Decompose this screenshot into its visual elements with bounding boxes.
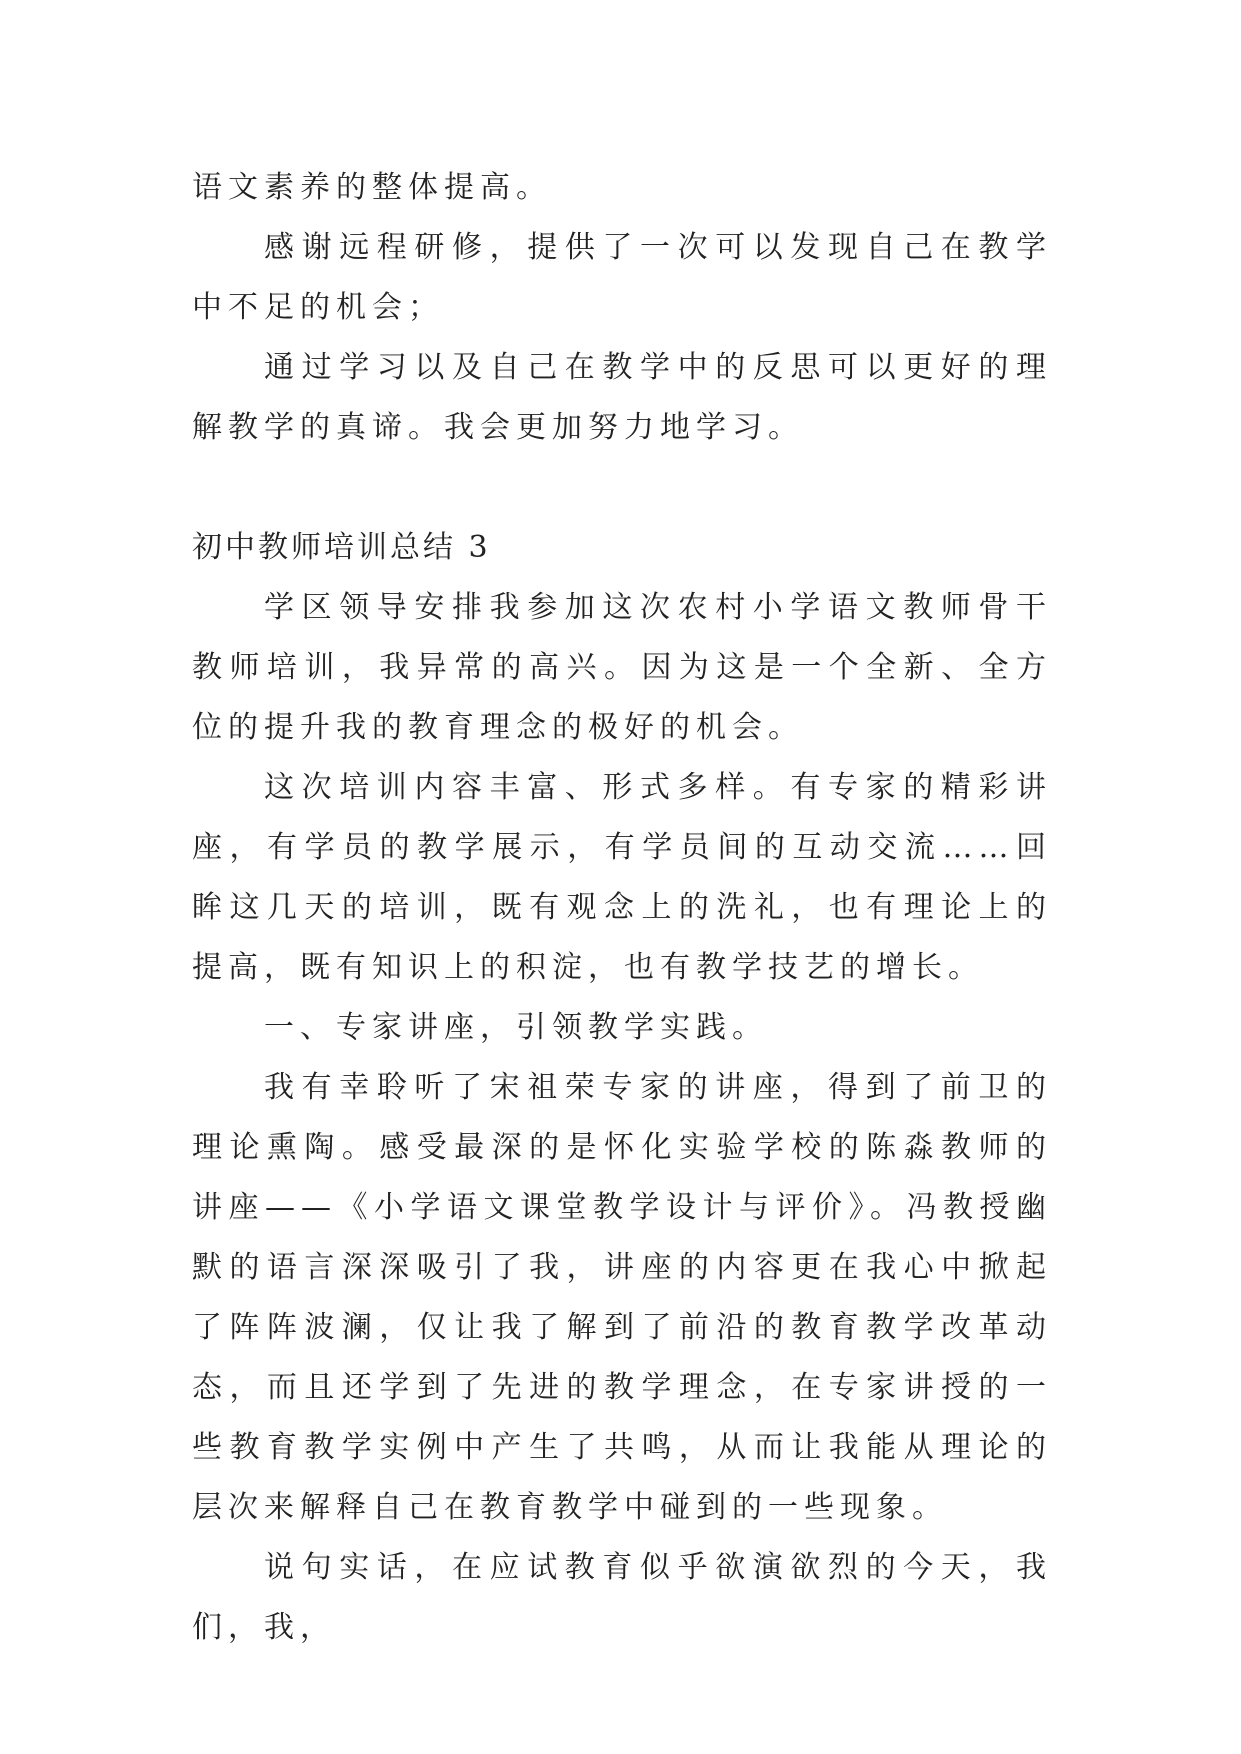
paragraph-honest-words: 说句实话，在应试教育似乎欲演欲烈的今天，我们，我， — [192, 1550, 1052, 1645]
paragraph-continued: 语文素养的整体提高。 — [192, 170, 552, 205]
paragraph-intro: 学区领导安排我参加这次农村小学语文教师骨干教师培训，我异常的高兴。因为这是一个全新、全方位的提升我的教育理念的极好的机会。 — [192, 590, 1052, 745]
document-body — [192, 158, 1052, 1658]
paragraph-training-content: 这次培训内容丰富、形式多样。有专家的精彩讲座，有学员的教学展示，有学员间的互动交流……回眸这几天的培训，既有观念上的洗礼，也有理论上的提高，既有知识上的积淀，也有教学技艺的增长。 — [192, 770, 1052, 985]
section-title: 初中教师培训总结 3 — [192, 530, 491, 565]
paragraph-subheading-expert-lectures: 一、专家讲座，引领教学实践。 — [264, 1010, 768, 1045]
paragraph-reflection: 通过学习以及自己在教学中的反思可以更好的理解教学的真谛。我会更加努力地学习。 — [192, 350, 1052, 445]
paragraph-lecture-experience: 我有幸聆听了宋祖荣专家的讲座，得到了前卫的理论熏陶。感受最深的是怀化实验学校的陈淼教师的讲座——《小学语文课堂教学设计与评价》。冯教授幽默的语言深深吸引了我，讲座的内容更在我心中掀起了阵阵波澜，仅让我了解到了前沿的教育教学改革动态，而且还学到了先进的教学理念，在专家讲授的一些教育教学实例中产生了共鸣，从而让我能从理论的层次来解释自己在教育教学中碰到的一些现象。 — [192, 1070, 1052, 1525]
paragraph-thanks: 感谢远程研修，提供了一次可以发现自己在教学中不足的机会； — [192, 230, 1052, 325]
